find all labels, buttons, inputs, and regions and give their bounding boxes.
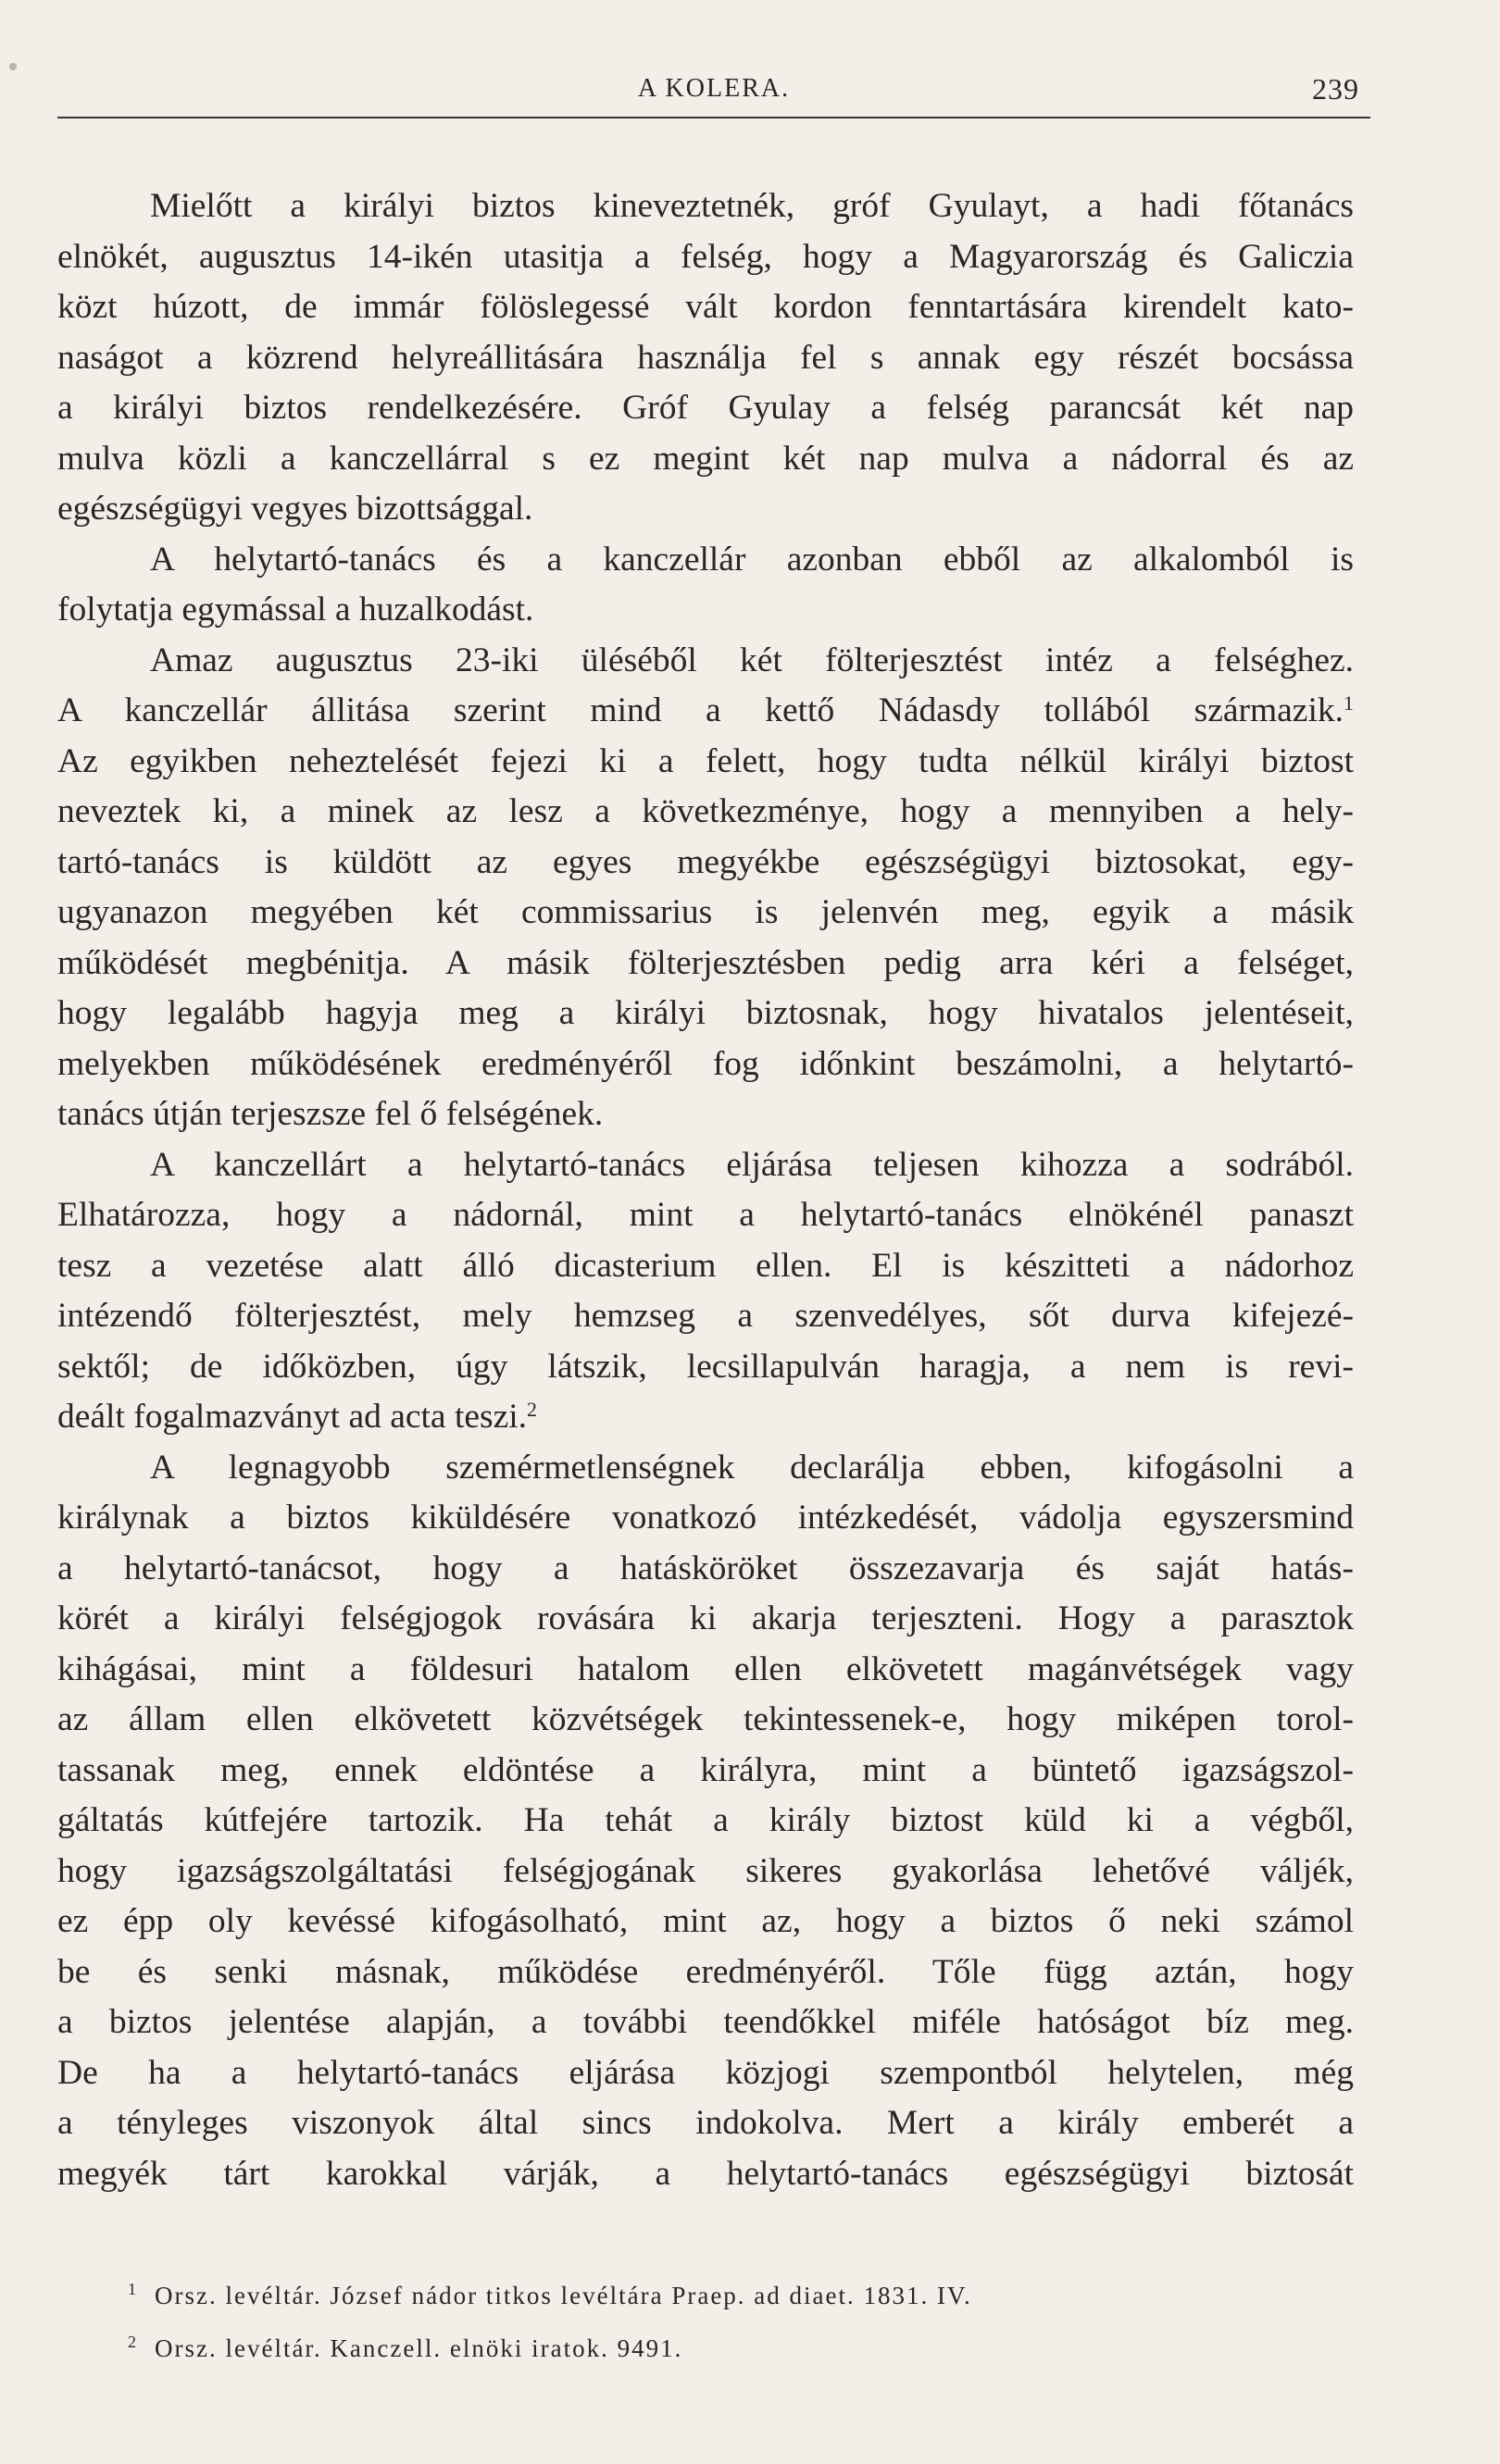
text-line-content: gáltatás kútfejére tartozik. Ha tehát a király biztost küld ki a végből,	[57, 1801, 1354, 1839]
text-line-content: a királyi biztos rendelkezésére. Gróf Gyulay a felség parancsát két nap	[57, 389, 1354, 427]
text-line	[57, 232, 1354, 283]
text-line	[57, 939, 1354, 989]
text-line-content: egészségügyi vegyes bizottsággal.	[57, 490, 533, 528]
text-line-content: tassanak meg, ennek eldöntése a királyra, mint a büntető igazságszol-	[57, 1750, 1354, 1789]
text-line	[57, 1241, 1354, 1292]
text-line-content: deált fogalmazványt ad acta teszi.	[57, 1398, 528, 1436]
text-line-content: elnökét, augusztus 14-ikén utasitja a felség, hogy a Magyarország és Galiczia	[57, 237, 1354, 276]
text-line-content: A kanczellárt a helytartó-tanács eljárása teljesen kihozza a sodrából.	[150, 1145, 1354, 1184]
text-line-content: tanács útján terjeszsze fel ő felségének.	[57, 1095, 604, 1133]
text-line	[57, 737, 1354, 788]
running-head-title: A KOLERA.	[637, 74, 791, 103]
text-line	[57, 1746, 1354, 1797]
text-line	[57, 989, 1354, 1039]
footnote-ref: 1	[1344, 691, 1354, 715]
text-line	[57, 2098, 1354, 2149]
text-line	[57, 787, 1354, 838]
text-line-content: működését megbénitja. A másik fölterjesztésben pedig arra kéri a felséget,	[57, 943, 1354, 982]
text-line	[57, 838, 1354, 889]
running-head	[57, 72, 1370, 118]
text-line-content: mulva közli a kanczellárral s ez megint két nap mulva a nádorral és az	[57, 439, 1354, 478]
text-line-content: sektől; de időközben, úgy látszik, lecsillapulván haragja, a nem is revi-	[57, 1347, 1354, 1386]
footnote	[128, 2319, 972, 2371]
text-line	[57, 282, 1354, 333]
footnote-mark: 1	[128, 2280, 138, 2298]
text-line	[57, 1493, 1354, 1544]
text-line-content: folytatja egymással a huzalkodást.	[57, 591, 534, 628]
text-line-content: melyekben működésének eredményéről fog időnkint beszámolni, a helytartó-	[57, 1044, 1354, 1083]
text-line	[57, 888, 1354, 939]
text-line	[57, 1291, 1354, 1342]
text-line-content: be és senki másnak, működése eredményéről. Tőle függ aztán, hogy	[57, 1952, 1354, 1991]
text-line-content: A legnagyobb szemérmetlenségnek declarálja ebben, kifogásolni a	[150, 1448, 1354, 1487]
text-line	[57, 1443, 1354, 1494]
text-line-content: megyék tárt karokkal várják, a helytartó-tanács egészségügyi biztosát	[57, 2154, 1354, 2193]
text-line-content: Mielőtt a királyi biztos kineveztetnék, gróf Gyulayt, a hadi főtanács	[150, 187, 1354, 225]
text-line-content: ez épp oly kevéssé kifogásolható, mint az, hogy a biztos ő neki számol	[57, 1902, 1354, 1940]
text-line-content: A helytartó-tanács és a kanczellár azonban ebből az alkalomból is	[150, 540, 1354, 579]
footnote	[128, 2266, 972, 2319]
text-line	[57, 1544, 1354, 1595]
body-text	[57, 181, 1354, 2199]
text-line	[57, 2149, 1354, 2200]
text-line-content: Az egyikben neheztelését fejezi ki a felett, hogy tudta nélkül királyi biztost	[57, 741, 1354, 780]
text-line	[57, 1997, 1354, 2048]
footnote-ref: 2	[527, 1398, 538, 1421]
footnote-mark: 2	[128, 2333, 138, 2351]
text-line	[57, 383, 1354, 434]
text-line-content: intézendő fölterjesztést, mely hemzseg a szenvedélyes, sőt durva kifejezé-	[57, 1297, 1354, 1335]
text-line-content: tartó-tanács is küldött az egyes megyékbe egészségügyi biztosokat, egy-	[57, 842, 1354, 881]
text-line	[57, 181, 1354, 232]
page-number: 239	[1312, 72, 1359, 106]
text-line-content: hogy igazságszolgáltatási felségjogának sikeres gyakorlása lehetővé váljék,	[57, 1851, 1354, 1890]
text-line-content: a biztos jelentése alapján, a további teendőkkel miféle hatóságot bíz meg.	[57, 2003, 1354, 2041]
text-line-content: Elhatározza, hogy a nádornál, mint a helytartó-tanács elnökénél panaszt	[57, 1196, 1354, 1234]
footnote-text: Orsz. levéltár. József nádor titkos levéltára Praep. ad diaet. 1831. IV.	[155, 2282, 972, 2309]
text-line	[57, 585, 1354, 636]
text-line-content: ugyanazon megyében két commissarius is jelenvén meg, egyik a másik	[57, 893, 1354, 931]
text-line	[57, 535, 1354, 586]
footnote-text: Orsz. levéltár. Kanczell. elnöki iratok. 9491.	[155, 2334, 683, 2362]
text-line	[57, 333, 1354, 384]
paper-speck	[9, 63, 17, 70]
text-line	[57, 1594, 1354, 1645]
text-line-content: a helytartó-tanácsot, hogy a hatásköröket összezavarja és saját hatás-	[57, 1549, 1354, 1587]
text-line-content: De ha a helytartó-tanács eljárása közjogi szempontból helytelen, még	[57, 2053, 1354, 2092]
text-line	[57, 1847, 1354, 1898]
text-line-content: körét a királyi felségjogok rovására ki akarja terjeszteni. Hogy a parasztok	[57, 1599, 1354, 1637]
text-line-content: közt húzott, de immár fölöslegessé vált kordon fenntartására kirendelt kato-	[57, 288, 1354, 326]
text-line-content: kihágásai, mint a földesuri hatalom ellen elkövetett magánvétségek vagy	[57, 1649, 1354, 1688]
text-line	[57, 636, 1354, 687]
text-line-content: az állam ellen elkövetett közvétségek tekintessenek-e, hogy miképen torol-	[57, 1700, 1354, 1738]
text-line-content: a tényleges viszonyok által sincs indokolva. Mert a király emberét a	[57, 2104, 1354, 2142]
text-line	[57, 1695, 1354, 1746]
text-line	[57, 1392, 1354, 1443]
text-line-content: hogy legalább hagyja meg a királyi biztosnak, hogy hivatalos jelentéseit,	[57, 994, 1354, 1032]
footnotes	[128, 2266, 972, 2371]
text-line	[57, 484, 1354, 535]
text-line	[57, 434, 1354, 485]
text-line	[57, 1039, 1354, 1090]
text-line	[57, 1948, 1354, 1998]
text-line	[57, 686, 1354, 737]
text-line	[57, 1897, 1354, 1948]
text-line	[57, 1342, 1354, 1393]
text-line	[57, 1796, 1354, 1847]
text-line-content: Amaz augusztus 23-iki üléséből két fölterjesztést intéz a felséghez.	[150, 641, 1354, 679]
text-line	[57, 1645, 1354, 1696]
text-line-content: A kanczellár állitása szerint mind a kettő Nádasdy tollából származik.	[57, 691, 1344, 729]
text-line-content: tesz a vezetése alatt álló dicasterium ellen. El is készitteti a nádorhoz	[57, 1246, 1354, 1285]
text-line-content: naságot a közrend helyreállitására használja fel s annak egy részét bocsássa	[57, 338, 1354, 377]
text-line	[57, 2048, 1354, 2099]
text-line	[57, 1140, 1354, 1191]
text-line	[57, 1190, 1354, 1241]
text-line-content: neveztek ki, a minek az lesz a következménye, hogy a mennyiben a hely-	[57, 792, 1354, 830]
text-line	[57, 1089, 1354, 1140]
text-line-content: királynak a biztos kiküldésére vonatkozó intézkedését, vádolja egyszersmind	[57, 1499, 1354, 1537]
